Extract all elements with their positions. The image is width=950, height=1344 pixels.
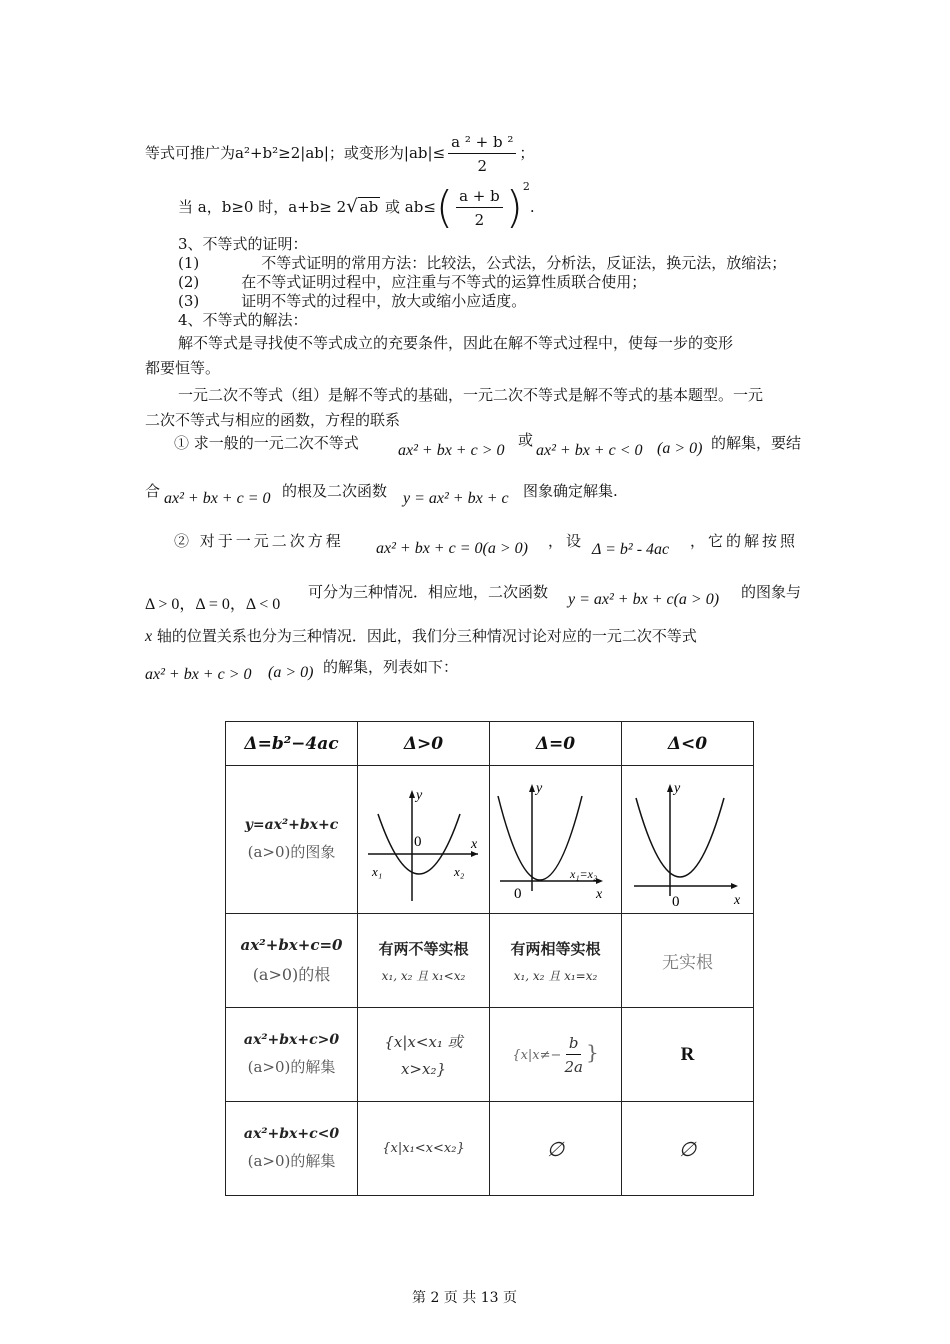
roots-cell-positive (358, 914, 490, 1008)
math-expr: (a > 0) (657, 440, 703, 457)
header-zero: Δ=0 (490, 722, 622, 766)
text: ，它的解按照 (690, 532, 799, 550)
solution-prefix: {x|x≠− (512, 1047, 562, 1063)
parabola-two-roots-graph (358, 766, 489, 909)
text: 的根及二次函数 (282, 482, 388, 500)
math-expr: ax² + bx + c = 0(a > 0) (376, 540, 528, 557)
list-text: 在不等式证明过程中，应注重与不等式的运算性质联合使用； (241, 273, 647, 291)
left-paren: ( (435, 182, 454, 233)
header-negative: Δ<0 (622, 722, 754, 766)
math-expr: ax² + bx + c > 0 (145, 666, 252, 683)
parabola (636, 798, 724, 877)
solution-text: {x|x₁<x<x₂} (382, 1141, 465, 1156)
table-header-row (226, 722, 754, 766)
line-end: ； (519, 144, 535, 162)
math-var: x (145, 628, 153, 645)
line-text-mid: 或 ab≤ (385, 198, 436, 216)
paragraph-line: 都要恒等。 (145, 359, 221, 377)
fraction-numerator: b (566, 1034, 582, 1055)
page-footer: 第 2 页 共 13 页 (412, 1290, 517, 1306)
row-label (226, 1102, 358, 1196)
math-expr: Δ > 0，Δ = 0，Δ < 0 (145, 596, 281, 613)
math-expr: y = ax² + bx + c(a > 0) (568, 591, 720, 608)
gt-cell-negative (622, 1008, 754, 1102)
label-solution-set: (a>0)的解集 (247, 1058, 336, 1076)
text: ，设 (548, 532, 585, 550)
origin-label: 0 (414, 834, 422, 850)
sqrt-sign: √ (346, 196, 358, 217)
line-text: 轴的位置关系也分为三种情况．因此，我们分三种情况讨论对应的一元二次不等式 (156, 627, 697, 645)
text: 或 (518, 431, 534, 449)
list-text: 证明不等式的过程中，放大或缩小应适度。 (241, 292, 527, 310)
list-number: (1) (178, 254, 200, 272)
section-heading-solving: 4、不等式的解法： (178, 311, 308, 329)
label-function: y=ax²+bx+c (244, 817, 339, 833)
row-label (226, 914, 358, 1008)
fraction (456, 187, 503, 229)
roots-text: 有两不等实根 (378, 939, 469, 958)
fraction-numerator: a ² + b ² (448, 133, 516, 154)
parabola-no-root-graph (622, 766, 753, 909)
table-row-less (226, 1102, 754, 1196)
inequality-text: a²+b²≥2|ab|；或变形为|ab|≤ (235, 144, 446, 162)
label-inequality: ax²+bx+c>0 (243, 1032, 340, 1048)
list-text: 不等式证明的常用方法：比较法，公式法，分析法，反证法，换元法，放缩法； (261, 254, 787, 272)
math-expr: Δ = b² - 4ac (592, 541, 670, 558)
list-item (178, 271, 646, 292)
x-axis-arrow (731, 883, 738, 889)
math-expr: ax² + bx + c = 0 (164, 490, 271, 507)
roots-cell-negative (622, 914, 754, 1008)
line-text: 等式可推广为 (145, 144, 236, 162)
table-row-roots (226, 914, 754, 1008)
x-label: x (734, 893, 741, 908)
solution-text: x>x₂} (400, 1060, 447, 1078)
fraction-denominator: 2a (564, 1057, 583, 1076)
text: 可分为三种情况．相应地，二次函数 (308, 583, 549, 601)
text: 图象确定解集. (523, 482, 618, 500)
paragraph-line: 二次不等式与相应的函数，方程的联系 (145, 411, 401, 429)
empty-set-symbol: ∅ (546, 1136, 565, 1161)
paragraph-line (145, 625, 697, 646)
math-expr: ax² + bx + c < 0 (536, 442, 643, 459)
origin-label: 0 (514, 886, 522, 902)
y-label: y (536, 781, 543, 796)
math-expr: y = ax² + bx + c (403, 490, 509, 507)
solution-text: R (680, 1043, 695, 1065)
row-label (226, 766, 358, 914)
gt-cell-positive (358, 1008, 490, 1102)
graph-cell-negative (622, 766, 754, 914)
roots-detail: x₁, x₂ 且 x₁<x₂ (381, 968, 466, 983)
solution-suffix: } (585, 1039, 599, 1064)
y-axis-arrow (529, 784, 535, 792)
table-row-greater (226, 1008, 754, 1102)
lt-cell-negative (622, 1102, 754, 1196)
lt-cell-zero (490, 1102, 622, 1196)
text: 的解集，列表如下： (323, 658, 459, 676)
y-axis-arrow (409, 790, 415, 798)
list-item (178, 252, 786, 273)
fraction (564, 1034, 583, 1076)
y-label: y (416, 788, 423, 803)
y-axis-arrow (667, 784, 673, 792)
header-positive: Δ>0 (358, 722, 490, 766)
sqrt-radicand: ab (359, 198, 379, 216)
gt-cell-zero (490, 1008, 622, 1102)
empty-set-symbol: ∅ (678, 1136, 697, 1161)
table-row-graphs (226, 766, 754, 914)
roots-cell-zero (490, 914, 622, 1008)
list-item (178, 290, 526, 311)
roots-text: 无实根 (662, 953, 713, 973)
right-paren: ) (505, 182, 523, 233)
list-number: (2) (178, 273, 200, 291)
text: 的图象与 (741, 583, 802, 601)
line-text: 当 a，b≥0 时，a+b≥ 2 (178, 198, 347, 216)
paragraph-line: ① 求一般的一元二次不等式 (174, 434, 359, 452)
label-equation: ax²+bx+c=0 (240, 936, 343, 954)
line-end: . (529, 198, 535, 216)
graph-cell-positive (358, 766, 490, 914)
fraction-denominator: 2 (474, 211, 485, 229)
fraction (448, 133, 516, 175)
header-discriminant: Δ=b²−4ac (226, 722, 358, 766)
row-label (226, 1008, 358, 1102)
lt-cell-positive (358, 1102, 490, 1196)
x-label: x (471, 837, 478, 852)
math-expr: (a > 0) (268, 664, 314, 681)
x-label: x (596, 887, 603, 902)
text: ② 对于一元二次方程 (174, 532, 344, 550)
line-am-gm (178, 180, 535, 233)
double-root-label: x₁=x₂ (570, 867, 598, 881)
graph-cell-zero (490, 766, 622, 914)
x1-label: x₁ (372, 864, 383, 879)
x2-label: x₂ (454, 864, 465, 879)
solution-text: {x|x<x₁ 或 (384, 1033, 463, 1051)
origin-label: 0 (672, 894, 680, 909)
line-generalization (145, 133, 534, 175)
exponent: 2 (522, 180, 530, 193)
roots-detail: x₁, x₂ 且 x₁=x₂ (513, 968, 598, 983)
label-solution-set: (a>0)的解集 (247, 1152, 336, 1170)
paragraph-line: 一元二次不等式（组）是解不等式的基础，一元二次不等式是解不等式的基本题型。一元 (178, 386, 764, 404)
label-inequality: ax²+bx+c<0 (243, 1126, 340, 1142)
y-label: y (674, 781, 681, 796)
solution-table (225, 721, 754, 1196)
fraction-numerator: a + b (456, 187, 503, 208)
label-roots: (a>0)的根 (252, 965, 331, 984)
roots-text: 有两相等实根 (510, 939, 601, 958)
text: 的解集，要结 (711, 434, 802, 452)
text: 合 (145, 482, 161, 500)
list-number: (3) (178, 292, 200, 310)
section-heading-proof: 3、不等式的证明： (178, 235, 308, 253)
fraction-denominator: 2 (477, 157, 488, 175)
math-expr: ax² + bx + c > 0 (398, 442, 505, 459)
parabola-one-root-graph (490, 766, 621, 909)
label-graph: (a>0)的图象 (247, 843, 336, 861)
paragraph-line: 解不等式是寻找使不等式成立的充要条件，因此在解不等式过程中，使每一步的变形 (178, 334, 734, 352)
